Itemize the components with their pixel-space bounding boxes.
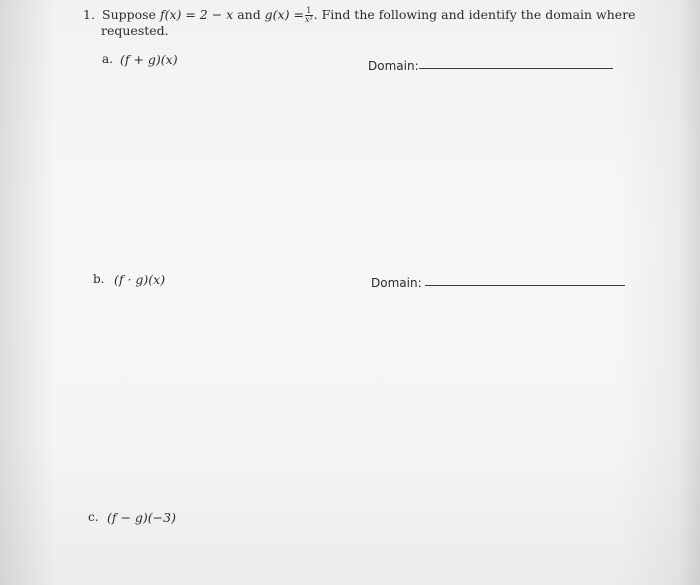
part-a-domain-answer-line xyxy=(419,68,613,69)
part-b-domain-label: Domain: xyxy=(371,276,422,290)
prompt-continuation: requested. xyxy=(101,23,169,38)
part-b-label: b. xyxy=(93,272,105,286)
part-b-domain-answer-line xyxy=(425,285,625,286)
prompt-text-end: . Find the following and identify the domain where xyxy=(313,7,636,22)
page-edge-shadow xyxy=(678,0,700,585)
g-fraction-denominator: x² xyxy=(304,15,313,24)
prompt-and: and xyxy=(233,7,265,22)
part-c-label: c. xyxy=(88,510,99,524)
question-prompt xyxy=(102,7,636,24)
function-f-definition: f(x) = 2 − x xyxy=(159,7,234,22)
part-b-expression: (f · g)(x) xyxy=(114,272,166,287)
part-a-domain-label: Domain: xyxy=(368,59,419,73)
g-fraction xyxy=(305,7,313,24)
part-c-expression: (f − g)(−3) xyxy=(107,510,176,525)
g-fraction-numerator: 1 xyxy=(306,6,312,15)
function-g-definition: g(x) = xyxy=(264,7,304,22)
part-a-label: a. xyxy=(102,52,113,66)
prompt-text-start: Suppose xyxy=(102,7,160,22)
question-number: 1. xyxy=(83,7,95,22)
part-a-expression: (f + g)(x) xyxy=(120,52,178,67)
